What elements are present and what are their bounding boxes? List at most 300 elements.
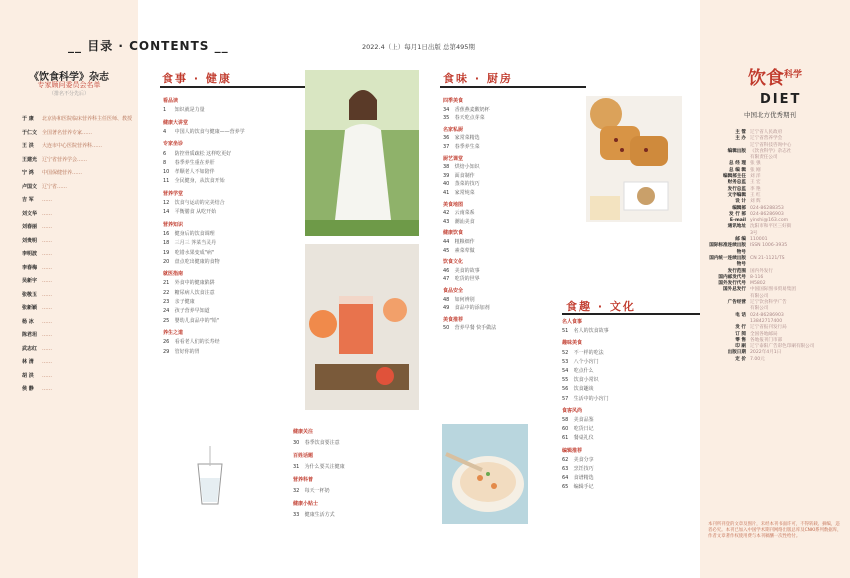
toc-title: 如何辨别	[454, 296, 475, 303]
toc-title: 每天一杯奶	[304, 487, 330, 494]
masthead-value: 8-116	[750, 274, 764, 280]
toc-title: 美食品鉴	[573, 417, 594, 423]
toc-item[interactable]	[562, 456, 594, 463]
committee-title: 《饮食科学》杂志	[29, 72, 109, 83]
toc-title: 营养早餐 快手做法	[454, 325, 497, 332]
issue-info: 2022.4（上）每月1日出版 总第495期	[362, 43, 475, 51]
toc-item[interactable]	[562, 425, 594, 432]
masthead-key: 定 价	[735, 356, 746, 362]
toc-group: 专家坐诊	[163, 141, 184, 148]
toc-title: 食品中的添加剂	[454, 305, 490, 312]
toc-item[interactable]	[163, 199, 225, 206]
member-desc: 中国保健营养……	[42, 170, 83, 176]
glass-illustration	[192, 444, 228, 510]
bread-photo	[586, 96, 682, 222]
masthead-value: 《饮食科学》杂志社	[750, 148, 792, 154]
toc-heading: __ 目录 · CONTENTS __	[68, 39, 229, 53]
committee-member	[22, 197, 134, 204]
toc-page: 54	[562, 368, 569, 374]
toc-page: 47	[443, 276, 450, 283]
masthead-key: 发 行 部	[729, 211, 746, 217]
toc-title: 烘焙小知识	[454, 164, 480, 171]
toc-item[interactable]	[163, 150, 231, 157]
masthead-value: 110001	[750, 237, 768, 243]
toc-title: 吃货日记	[573, 426, 594, 433]
member-name: 张新颖	[22, 305, 38, 311]
member-desc: ……	[42, 197, 52, 203]
toc-item[interactable]	[163, 258, 220, 265]
toc-page: 42	[443, 210, 450, 217]
member-name: 吉 军	[22, 197, 34, 203]
section-title-kitchen: 食味 · 厨房	[443, 72, 513, 85]
toc-title: 全民健身，从饮食开始	[174, 178, 225, 185]
toc-group: 饮食文化	[443, 259, 464, 266]
toc-item[interactable]	[293, 511, 335, 518]
toc-item[interactable]	[163, 338, 220, 345]
toc-page: 30	[293, 439, 300, 446]
toc-title: 亲子健康	[174, 299, 195, 305]
committee-member	[22, 211, 134, 218]
member-name: 杨 冰	[22, 318, 34, 325]
masthead-value: 2022年4月1日	[750, 350, 782, 356]
toc-item[interactable]	[163, 106, 205, 113]
toc-item[interactable]	[293, 463, 345, 470]
toc-page: 43	[443, 218, 450, 225]
member-desc: ……	[42, 332, 52, 338]
toc-page: 25	[163, 317, 170, 324]
toc-page: 41	[443, 190, 450, 196]
toc-page: 22	[163, 289, 170, 296]
toc-item[interactable]	[562, 385, 594, 392]
masthead-value: 有限公司	[750, 293, 769, 299]
logo-small: 科学	[784, 70, 803, 80]
toc-title: 外食中的健康陷阱	[174, 280, 215, 287]
member-name: 刘文华	[22, 210, 38, 217]
toc-item[interactable]	[443, 106, 490, 113]
committee-member	[22, 116, 134, 123]
member-desc: ……	[42, 372, 52, 379]
toc-item[interactable]	[562, 465, 594, 472]
masthead-value: 有限公司	[750, 306, 769, 312]
masthead-value: 刘 洋	[750, 174, 761, 180]
toc-page: 52	[562, 349, 569, 356]
masthead-value: 沈阳市和平区三好街	[750, 224, 792, 230]
toc-item[interactable]	[443, 304, 490, 311]
toc-item[interactable]	[443, 247, 475, 254]
masthead-value: 13842717400	[750, 318, 783, 324]
toc-page: 48	[443, 296, 450, 303]
toc-page: 26	[163, 339, 170, 346]
toc-group: 四季美食	[443, 98, 464, 104]
masthead-key: 国外总发行	[723, 287, 746, 293]
member-desc: ……	[42, 251, 52, 257]
toc-item[interactable]	[163, 289, 215, 296]
committee-member	[22, 319, 134, 326]
committee-member	[22, 130, 134, 137]
toc-item[interactable]	[562, 416, 594, 423]
toc-item[interactable]	[562, 327, 609, 334]
member-name: 王建光	[22, 156, 38, 163]
member-name: 胡 洪	[22, 372, 34, 379]
masthead-value: M5802	[750, 281, 766, 287]
toc-title: 生活中的小窍门	[573, 395, 609, 402]
committee-member	[22, 386, 134, 393]
member-name: 武志红	[22, 345, 38, 352]
masthead-key: 主 管	[735, 130, 746, 135]
toc-title: 婴幼儿食品中的"铅"	[174, 317, 220, 324]
masthead-value: 辽宁省人民政府	[750, 130, 783, 135]
toc-title: 春季养生菜	[454, 144, 480, 150]
member-desc: 辽宁省营养学会……	[42, 156, 88, 163]
toc-group: 养生之道	[163, 329, 184, 336]
toc-page: 20	[163, 258, 170, 265]
member-name: 于仁文	[22, 129, 38, 136]
toc-title: 看看老人们的长寿经	[174, 339, 220, 346]
toc-title: 美食的故事	[454, 267, 480, 274]
member-desc: ……	[42, 278, 52, 284]
toc-page: 50	[443, 325, 450, 332]
toc-title: 知识就是力量	[174, 107, 205, 114]
member-name: 侯 静	[22, 386, 34, 392]
toc-page: 49	[443, 305, 450, 312]
toc-item[interactable]	[443, 238, 475, 245]
toc-item[interactable]	[163, 239, 216, 246]
toc-item[interactable]	[163, 249, 214, 256]
toc-group: 健康小贴士	[293, 501, 319, 507]
toc-page: 35	[443, 115, 450, 122]
masthead-key: 国内邮发代号	[718, 274, 746, 280]
toc-item[interactable]	[443, 296, 475, 303]
masthead-key: 发行范围	[727, 268, 746, 274]
committee-member	[22, 359, 134, 366]
toc-title: 糖尿病人饮食注意	[174, 289, 215, 296]
masthead-key: 出版日期	[727, 350, 746, 356]
toc-item[interactable]	[163, 177, 225, 184]
masthead-key: E-mail	[729, 218, 746, 224]
masthead-key: 邮 编	[735, 237, 746, 243]
masthead-value: 各地报刊门市部	[750, 337, 783, 343]
toc-item[interactable]	[443, 189, 475, 196]
masthead-row	[708, 243, 846, 256]
toc-page: 38	[443, 164, 450, 171]
toc-page: 57	[562, 395, 569, 402]
masthead-key: 财务总监	[727, 180, 746, 186]
toc-page: 58	[562, 417, 569, 423]
committee-member	[22, 143, 134, 150]
masthead-key: 国际标准连续出版物号	[709, 243, 746, 255]
toc-item[interactable]	[293, 487, 330, 494]
toc-item[interactable]	[443, 275, 480, 282]
toc-title: 素菜荤做	[454, 247, 475, 254]
toc-group: 编辑推荐	[562, 447, 583, 454]
toc-title: 香蕉燕麦酸奶杯	[454, 106, 490, 113]
masthead-info	[708, 130, 846, 363]
member-name: 李明波	[22, 251, 38, 257]
toc-page: 19	[163, 249, 170, 256]
toc-title: 饮食趣谈	[573, 386, 594, 393]
toc-page: 16	[163, 230, 170, 237]
toc-item[interactable]	[163, 307, 210, 314]
committee-member	[22, 238, 134, 245]
member-desc: ……	[42, 224, 52, 230]
toc-group: 健康饮食	[443, 230, 464, 237]
toc-page: 51	[562, 328, 569, 335]
toc-page: 31	[293, 463, 300, 470]
member-desc: ……	[42, 386, 52, 392]
toc-title: 健康生活方式	[304, 511, 335, 518]
masthead-value: yinshi@163.com	[750, 218, 789, 224]
masthead-key: 零 售	[735, 337, 746, 343]
toc-item[interactable]	[562, 349, 604, 356]
toc-item[interactable]	[562, 474, 594, 481]
masthead-key: 印 刷	[735, 344, 746, 350]
toc-item[interactable]	[443, 143, 480, 150]
toc-page: 11	[163, 178, 170, 185]
toc-item[interactable]	[163, 128, 245, 135]
member-desc: ……	[42, 359, 52, 365]
section-title-health: 食事 · 健康	[162, 72, 232, 85]
masthead-value: 辽宁省科技咨询中心	[750, 142, 792, 148]
toc-item[interactable]	[443, 209, 475, 216]
magazine-logo	[748, 64, 802, 90]
toc-item[interactable]	[163, 159, 215, 166]
toc-title: 平衡膳食 从吃开始	[174, 209, 217, 216]
toc-title: 饮食与运动的完美结合	[174, 200, 225, 206]
logo-diet: DIET	[760, 92, 802, 107]
masthead-value: 有限责任公司	[750, 155, 778, 161]
masthead-key: 国外发行代号	[718, 281, 746, 287]
masthead-value: 王 宏	[750, 180, 761, 186]
masthead-key: 国内统一连续出版物号	[709, 255, 746, 268]
masthead-value: 刘 辉	[750, 199, 761, 205]
masthead-value: 张 刚	[750, 167, 761, 173]
toc-title: 防控骨质疏松 这样吃更好	[174, 150, 232, 157]
committee-member	[22, 305, 134, 312]
toc-item[interactable]	[163, 230, 215, 237]
toc-title: 粗粮细作	[454, 239, 475, 245]
toc-page: 29	[163, 348, 170, 355]
committee-member	[22, 170, 134, 177]
member-name: 陈君坦	[22, 332, 38, 338]
toc-title: 家常炖菜	[454, 190, 475, 196]
masthead-value: 辽宁泰阳广告彩色印刷有限公司	[750, 344, 815, 350]
toc-title: 孩子营养早知道	[174, 308, 210, 315]
toc-group: 美食地图	[443, 201, 464, 208]
toc-item[interactable]	[443, 267, 480, 274]
committee-note: （排名不分先后）	[48, 91, 89, 97]
porridge-photo	[442, 424, 528, 524]
toc-group: 食客风尚	[562, 407, 583, 414]
masthead-key: 主 办	[735, 136, 746, 142]
toc-item[interactable]	[443, 163, 480, 170]
toc-item[interactable]	[443, 134, 480, 141]
masthead-value: 3号	[750, 230, 758, 236]
toc-page: 46	[443, 267, 450, 274]
toc-group: 看品读	[163, 98, 179, 104]
toc-item[interactable]	[443, 180, 480, 187]
toc-page: 18	[163, 240, 170, 247]
member-desc: ……	[42, 318, 52, 325]
toc-group: 就医指南	[163, 271, 184, 278]
member-desc: ……	[42, 305, 52, 311]
toc-page: 10	[163, 169, 170, 176]
committee-member	[22, 224, 134, 231]
toc-page: 12	[163, 200, 170, 206]
toc-page: 34	[443, 106, 450, 113]
toc-page: 8	[163, 159, 167, 166]
masthead-value: 张 强	[750, 161, 761, 167]
masthead-key: 订 阅	[735, 331, 746, 337]
toc-group: 厨艺课堂	[443, 155, 464, 162]
toc-item[interactable]	[562, 376, 599, 383]
committee-member	[22, 346, 134, 353]
toc-title: 蒸菜的技巧	[454, 181, 480, 188]
tagline: 中国北方优秀期刊	[744, 111, 796, 119]
committee-member	[22, 265, 134, 272]
masthead-key: 编辑部	[732, 205, 746, 211]
toc-title: 食谱精选	[573, 475, 594, 482]
woman-photo	[305, 70, 419, 236]
logo-main: 饮食	[748, 68, 784, 89]
toc-group: 健康关注	[293, 429, 314, 435]
toc-item[interactable]	[562, 483, 594, 490]
committee-member	[22, 292, 134, 299]
toc-page: 45	[443, 247, 450, 254]
toc-page: 36	[443, 135, 450, 142]
toc-title: 孝顺老人不如陪伴	[174, 169, 215, 176]
toc-page: 63	[562, 466, 569, 472]
toc-title: 春季养生重在养肝	[174, 159, 215, 166]
toc-title: 家常菜精选	[454, 135, 480, 142]
member-name: 王 洪	[22, 143, 34, 149]
member-name: 张敬玉	[22, 291, 38, 298]
toc-title: 潮汕美食	[454, 218, 475, 225]
toc-item[interactable]	[562, 367, 594, 374]
masthead-key: 总 经 理	[729, 161, 746, 167]
toc-item[interactable]	[163, 168, 215, 175]
toc-group: 名家私厨	[443, 126, 464, 133]
masthead-key: 编辑部主任	[723, 174, 746, 180]
toc-title: 三月三 荠菜当灵丹	[174, 240, 217, 247]
committee-list	[22, 116, 134, 400]
member-name: 林 清	[22, 359, 34, 365]
toc-page: 32	[293, 487, 300, 494]
toc-page: 64	[562, 475, 569, 482]
masthead-value: ISSN 1006-3935	[750, 243, 788, 249]
masthead-key: 发 行	[735, 325, 746, 331]
toc-item[interactable]	[443, 172, 475, 179]
toc-item[interactable]	[163, 279, 215, 286]
masthead-value: 王 红	[750, 192, 761, 198]
toc-page: 23	[163, 299, 170, 305]
toc-title: 春天吃点芽菜	[454, 115, 485, 122]
toc-item[interactable]	[562, 358, 599, 365]
toc-page: 53	[562, 358, 569, 365]
toc-group: 百姓话题	[293, 453, 314, 459]
masthead-value: 中国国际图书贸易集团	[750, 287, 796, 293]
toc-heading-text: 目录 · CONTENTS	[87, 39, 210, 53]
toc-title: 饮食小常识	[573, 377, 599, 384]
section-line	[160, 86, 306, 88]
toc-item[interactable]	[443, 218, 475, 225]
member-desc: ……	[42, 237, 52, 244]
toc-page: 62	[562, 456, 569, 463]
toc-title: 吃错水果变成"病"	[174, 249, 215, 256]
toc-item[interactable]	[293, 439, 340, 446]
toc-item[interactable]	[163, 208, 216, 215]
committee-member	[22, 373, 134, 380]
member-desc: 全国著名营养专家……	[42, 129, 93, 136]
masthead-value: 7.00元	[750, 356, 765, 362]
toc-title: 餐桌礼仪	[573, 435, 594, 442]
toc-item[interactable]	[163, 348, 200, 355]
toc-title: 吃点什么	[573, 368, 594, 374]
juice-photo	[305, 244, 419, 410]
toc-group: 营养科普	[293, 477, 314, 483]
masthead-key: 通讯地址	[727, 224, 746, 230]
toc-title: 面食制作	[454, 172, 475, 179]
masthead-value: 024-86288353	[750, 205, 784, 211]
committee-member	[22, 251, 134, 258]
toc-title: 管好你的胃	[174, 348, 200, 355]
toc-group: 营养学堂	[163, 190, 184, 197]
masthead-key: 编辑出版	[727, 148, 746, 154]
committee-subtitle: 专家顾问委员会名单	[37, 81, 101, 89]
toc-item[interactable]	[562, 395, 609, 402]
toc-title: 名人的饮食故事	[573, 328, 609, 335]
toc-page: 33	[293, 511, 300, 518]
toc-title: 八个小窍门	[573, 358, 599, 365]
toc-group: 名人食事	[562, 319, 583, 325]
masthead-value: 024-86286903	[750, 211, 784, 217]
toc-page: 24	[163, 308, 170, 315]
member-name: 于 康	[22, 116, 34, 122]
member-desc: ……	[42, 264, 52, 271]
toc-group: 食品安全	[443, 288, 464, 294]
section-line	[440, 86, 586, 88]
masthead-key: 总 编 辑	[729, 167, 746, 173]
toc-page: 61	[562, 435, 569, 442]
toc-item[interactable]	[163, 317, 219, 324]
masthead-value: 024-86286903	[750, 312, 784, 318]
toc-page: 37	[443, 144, 450, 150]
toc-group: 趣味美食	[562, 340, 583, 347]
toc-page: 4	[163, 128, 167, 135]
masthead-value: 辽宁省报刊发行局	[750, 325, 787, 331]
member-name: 刘贵明	[22, 237, 38, 244]
toc-title: 为什么要关注健康	[304, 463, 345, 470]
committee-member	[22, 278, 134, 285]
masthead-key: 文字编辑	[727, 192, 746, 198]
masthead-value: 辽宁省营养学会	[750, 136, 783, 142]
toc-item[interactable]	[562, 434, 594, 441]
toc-item[interactable]	[443, 324, 496, 331]
toc-page: 21	[163, 280, 170, 287]
toc-page: 65	[562, 484, 569, 491]
toc-item[interactable]	[163, 298, 195, 305]
toc-page: 39	[443, 172, 450, 179]
member-name: 吴新宇	[22, 278, 38, 284]
masthead-value: CN 21-1121/TS	[750, 255, 785, 261]
toc-group: 营养知识	[163, 221, 184, 228]
toc-page: 56	[562, 386, 569, 393]
toc-page: 6	[163, 150, 167, 157]
toc-page: 14	[163, 209, 170, 216]
masthead-value: 国内外发行	[750, 268, 773, 274]
toc-item[interactable]	[443, 114, 485, 121]
masthead-key: 发行总监	[727, 186, 746, 192]
toc-title: 不一样的吃法	[573, 349, 604, 356]
